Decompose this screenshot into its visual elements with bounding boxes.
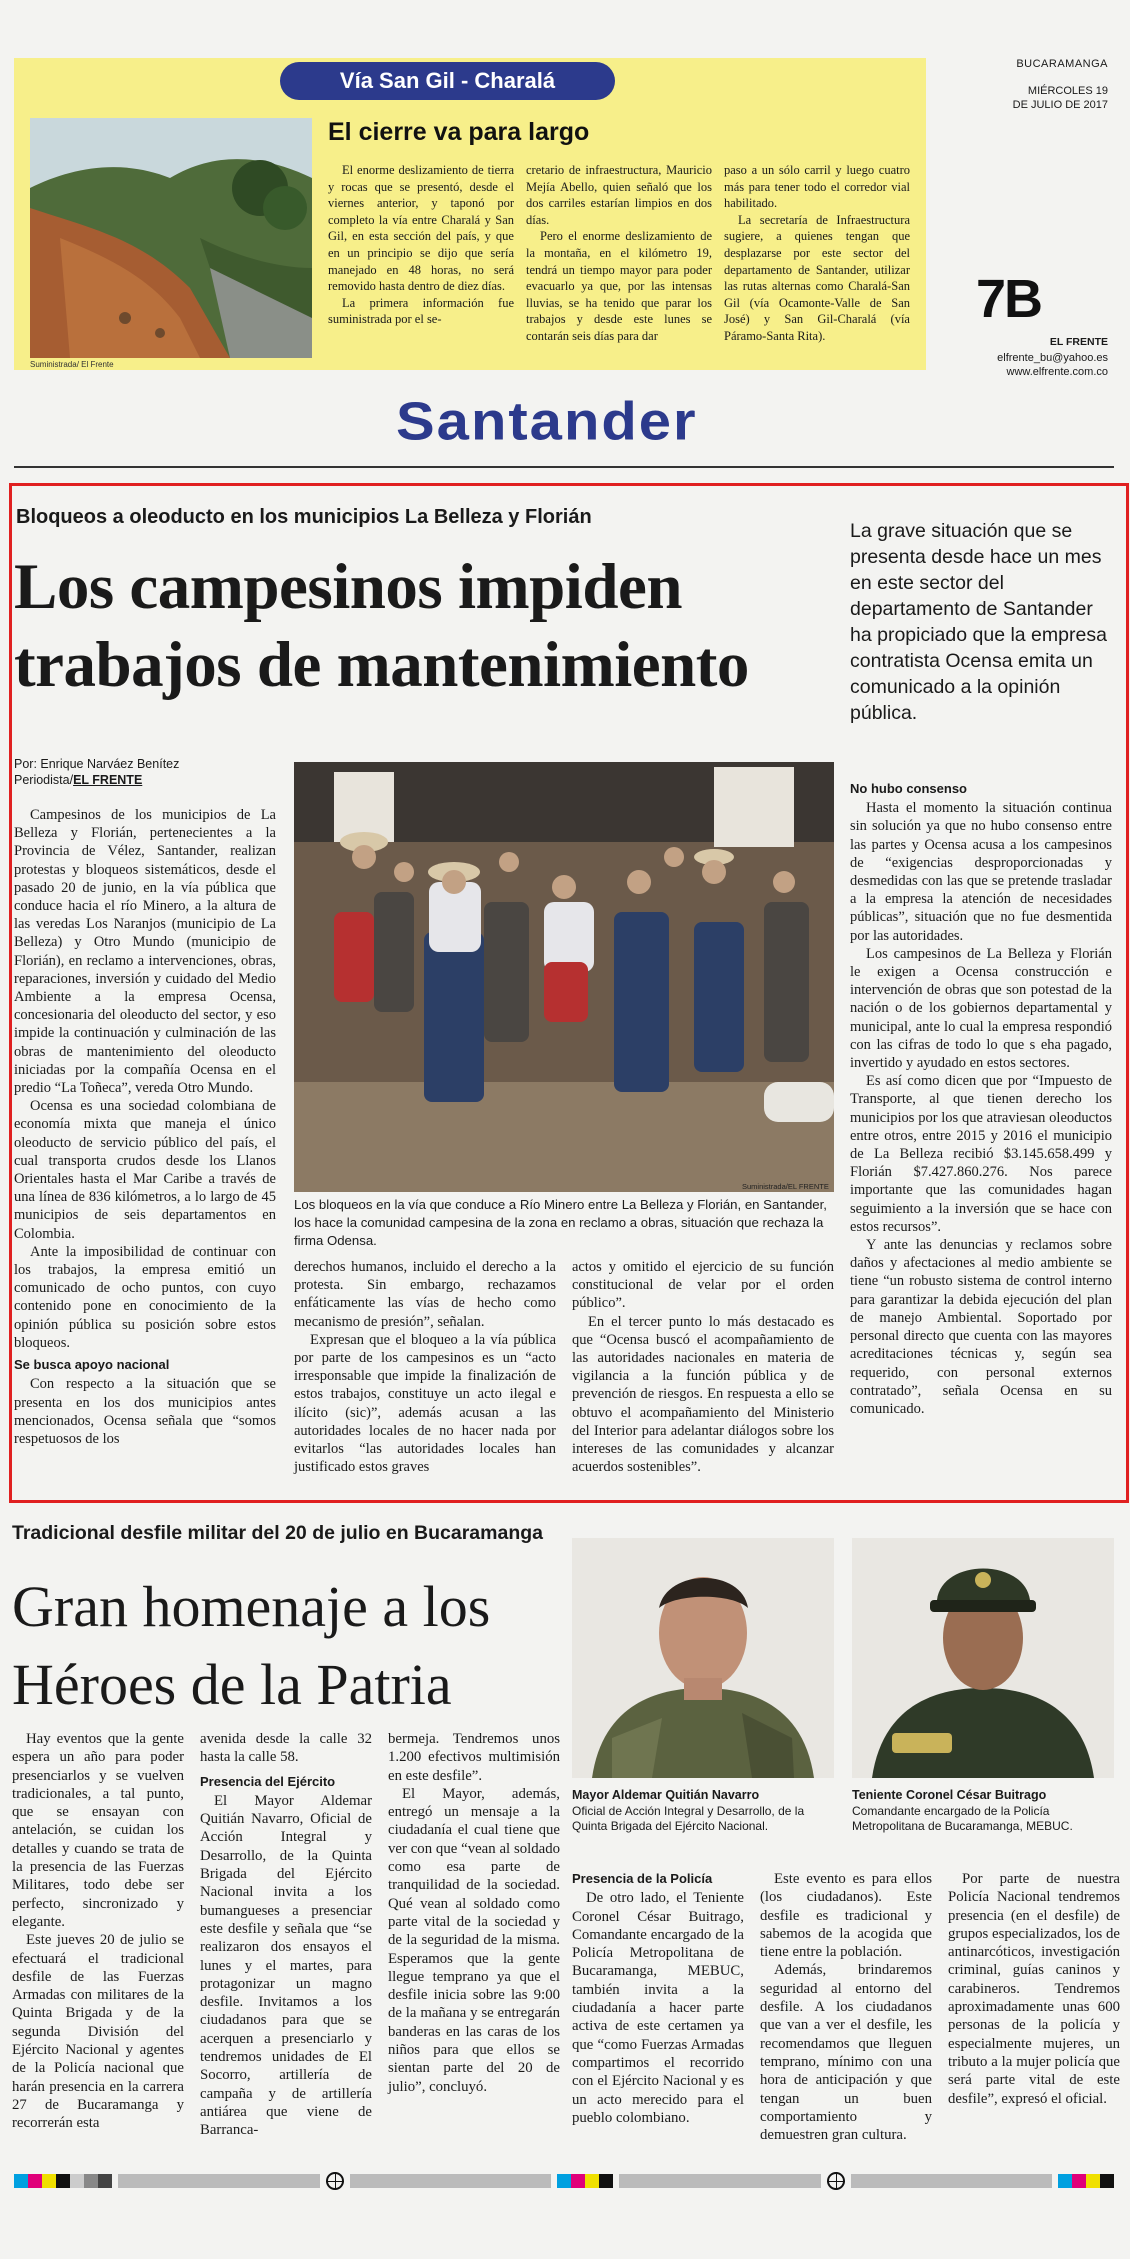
section-title: Santander — [396, 391, 698, 452]
registration-mark-icon — [326, 2172, 344, 2190]
subheading: Se busca apoyo nacional — [14, 1357, 170, 1373]
paragraph: La secretaría de Infraestructura sugiere, a quienes tengan que desplazarse por este sector del departamento de Santander, utilizar las rutas alternas como Charalá-San Gil (vía Ocamonte-Valle de San José) y San Gil-Charalá (vía Páramo-Santa Rita). — [724, 212, 910, 343]
byline-role — [14, 772, 179, 788]
paragraph: Hay eventos que la gente espera un año para poder presenciarlos y se vuelven tradicionales, a tal punto, que se ensayan con antelación, se cuidan los detalles y cuando se trata de la presencia de las Fuerzas Militares, todo debe ser perfecto, sincronizado y elegante. — [12, 1731, 184, 1930]
byline-author: Por: Enrique Narváez Benítez — [14, 757, 180, 771]
paragraph: derechos humanos, incluido el derecho a la protesta. Sin embargo, rechazamos enfáticamente las vías de hecho como mecanismo de presión”, señalan. — [294, 1259, 556, 1330]
paragraph: El Mayor Aldemar Quitián Navarro, Oficial de Acción Integral y Desarrollo, de la Quinta Brigada del Ejército Nacional invita a los bumangueses a presenciar este desfile y señala que “se realizaron dos ensayos el lunes y el martes, para protagonizar un magno desfile. Invitamos a los ciudadanos para que se acerquen a presenciarlo y tendremos unidades de El Socorro, artillería de campaña y de artillería antiárea que viene de Barranca- — [200, 1792, 372, 2139]
paper-name: EL FRENTE — [1049, 336, 1108, 348]
date-label — [968, 84, 1108, 112]
paragraph: Ante la imposibilidad de continuar con los trabajos, la empresa emitió un comunicado de ocho puntos, con cuyo contenido pone en conocimiento de la opinión pública su posición sobre estos bloqueos. — [14, 1243, 276, 1351]
paragraph: Además, brindaremos seguridad al entorno del desfile. A los ciudadanos que van a ver el desfile, les recomendamos que lleguen temprano, mínimo con una hora de anticipación y que tengan un buen comportamiento y demuestren gran cultura. — [760, 1962, 932, 2144]
portrait-caption-role: Oficial de Acción Integral y Desarrollo, de la Quinta Brigada del Ejército Nacional. — [572, 1804, 805, 1833]
paragraph: El Mayor, además, entregó un mensaje a la ciudadanía el cual tiene que ver con que “vean al soldado como esa parte de tranquilidad de la sociedad. Qué vean al soldado como parte vital de la sociedad y de la seguridad de la misma. Esperamos que la gente llegue temprano ya que el desfile inicia sobre las 9:00 de la mañana y se entregarán banderas en las caras de los niños para que ellos se sientan parte del 20 de julio”, concluyó. — [388, 1785, 560, 2095]
paragraph: Hasta el momento la situación continua sin solución ya que no hubo consenso entre las partes y Ocensa acusa a los campesinos de “exigencias desproporcionadas y desmedidas con las que se pretende trasladar a la empresa la atención de necesidades públicas”, situación que no fue desmentida por las autoridades. — [850, 800, 1112, 944]
top-headline: El cierre va para largo — [328, 118, 590, 146]
second-story-column-5 — [760, 1870, 932, 2144]
second-story-kicker: Tradicional desfile militar del 20 de julio en Bucaramanga — [12, 1522, 544, 1544]
paragraph: Los campesinos de La Belleza y Florián le exigen a Ocensa construcción e intervención de obras que son potestad de la nación o de los gobiernos departamental y municipal, ante lo cual la empresa respondió con las cifras de todo lo que s eha pagado, invertido y ayudado en estos sectores. — [850, 945, 1112, 1072]
top-story-column-1 — [328, 162, 514, 328]
top-story-column-2 — [526, 162, 712, 345]
date-line-2: DE JULIO DE 2017 — [1012, 99, 1108, 111]
paragraph: Este evento es para ellos (los ciudadanos). Este desfile es tradicional y sabemos de la acogida que tiene entre la población. — [760, 1871, 932, 1961]
paragraph: La primera información fue suministrada por el se- — [328, 295, 514, 327]
photo-caption: Los bloqueos en la vía que conduce a Río Minero entre La Belleza y Florián, en Santander, los hace la comunidad campesina de la zona en reclamo a obras, situación que rechaza la firma Odensa. — [294, 1197, 827, 1248]
route-banner: Vía San Gil - Charalá — [280, 62, 615, 100]
print-color-bar — [14, 2172, 1114, 2190]
paragraph: actos y omitido el ejercicio de su función constitucional de velar por el orden público”. — [572, 1259, 834, 1312]
paragraph: Este jueves 20 de julio se efectuará el tradicional desfile de las Fuerzas Armadas con militares de la Quinta Brigada y de la segunda División del Ejército Nacional y agentes de la Policía nacional que harán presencia en la carrera 27 de Bucaramanga y recorrerán esta — [12, 1932, 184, 2132]
paragraph: Ocensa es una sociedad colombiana de economía mixta que maneja el único oleoducto de servicio público del país, el cual transporta crudos desde los Llanos Orientales hasta el Mar Caribe a través de una línea de 836 kilómetros, a lo largo de 45 municipios de seis departamentos en Colombia. — [14, 1098, 276, 1242]
paragraph: El enorme deslizamiento de tierra y rocas que se presentó, desde el viernes anterior, y taponó por completo la vía entre Charalá y San Gil, en esta sección del país, y que en un principio se dijo que sería manejado en 48 horas, no será removido hasta dentro de diez días. — [328, 163, 514, 294]
contact-email[interactable]: elfrente_bu@yahoo.es — [997, 352, 1108, 364]
main-story-headline — [14, 548, 844, 704]
main-story-column-4 — [850, 776, 1112, 1418]
police-officer-portrait — [852, 1538, 1114, 1778]
byline — [14, 756, 179, 788]
portrait-caption-role: Comandante encargado de la Policía Metropolitana de Bucaramanga, MEBUC. — [852, 1804, 1073, 1833]
photo-credit: Suministrada/EL FRENTE — [742, 1182, 829, 1191]
registration-mark-icon — [827, 2172, 845, 2190]
paragraph: Es así como dicen que por “Impuesto de Transporte, al que tienen derecho los municipios por los que atraviesan oleoductos entre otros, entre 2015 y 2016 el municipio de La Belleza recibió $3.145.658.499 y Florián $7.427.860.276. Nos parece importante que las comunidades hagan seguimiento a la inversión que se hace con estos recursos”. — [850, 1073, 1112, 1235]
subheading: Presencia de la Policía — [572, 1871, 713, 1886]
main-story-kicker: Bloqueos a oleoducto en los municipios La Belleza y Florián — [16, 506, 592, 528]
paragraph: En el tercer punto lo más destacado es que “Ocensa buscó el acompañamiento de las autoridades nacionales en materia de vigilancia a la función pública y de prevención de riesgos. En respuesta a ello se obtuvo el acompañamiento del Ministerio del Interior para adelantar diálogos sobre los intereses de las comunidades y alcanzar acuerdos sostenibles”. — [572, 1313, 834, 1476]
photo-credit: Suministrada/ El Frente — [30, 360, 114, 369]
portrait-caption-name: Teniente Coronel César Buitrago — [852, 1788, 1047, 1802]
second-story-column-1 — [12, 1730, 184, 2133]
byline-role-text: Periodista/ — [14, 773, 74, 787]
second-story-column-4 — [572, 1870, 744, 2127]
headline-line-1: Gran homenaje a los — [12, 1574, 491, 1639]
subheading: Presencia del Ejército — [200, 1773, 336, 1789]
section-divider — [14, 466, 1114, 468]
second-story-headline — [12, 1568, 572, 1724]
main-story-column-2 — [294, 1258, 556, 1476]
second-story-column-2 — [200, 1730, 372, 2140]
headline-line-1: Los campesinos impiden — [14, 551, 683, 623]
paragraph: Y ante las denuncias y reclamos sobre daños y afectaciones al medio ambiente se tiene “un robusto sistema de control interno para garantizar la debida ejecución del plan de manejo Ambiental. Soportado por personal directo que cuenta con las mayores acreditaciones técnicas y, según sea requerido, con personal externos contratado”, señala Ocensa en su comunicado. — [850, 1237, 1112, 1417]
byline-paper: EL FRENTE — [73, 773, 143, 787]
army-officer-portrait — [572, 1538, 834, 1778]
portrait-caption-name: Mayor Aldemar Quitián Navarro — [572, 1788, 760, 1802]
landslide-photo — [30, 118, 312, 358]
second-story-column-3 — [388, 1730, 560, 2096]
main-story-lead: La grave situación que se presenta desde hace un mes en este sector del departamento de Santander ha propiciado que la empresa contratista Ocensa emita un comunicado a la opinión pública. — [850, 520, 1107, 724]
headline-line-2: trabajos de mantenimiento — [14, 629, 749, 701]
second-story-column-6 — [948, 1870, 1120, 2108]
date-line-1: MIÉRCOLES 19 — [1027, 85, 1108, 97]
paragraph: Por parte de nuestra Policía Nacional tendremos presencia (en el desfile) de grupos especializados, los de antinarcóticos, investigación criminal, guías caninos y carabineros. Tendremos aproximadamente unas 600 personas de la policía y especialmente mujeres, un tributo a la mujer policía que será parte vital de este desfile”, expresó el oficial. — [948, 1871, 1120, 2107]
paragraph: bermeja. Tendremos unos 1.200 efectivos multimisión en este desfile”. — [388, 1731, 560, 1784]
paragraph: cretario de infraestructura, Mauricio Mejía Abello, quien señaló que los dos carriles estarían limpios en dos días. — [526, 163, 712, 227]
headline-line-2: Héroes de la Patria — [12, 1652, 452, 1717]
main-story-column-1 — [14, 806, 276, 1448]
subheading: No hubo consenso — [850, 781, 967, 796]
paragraph: Con respecto a la situación que se presenta en los dos municipios antes mencionados, Ocensa señala que “somos respetuosos de los — [14, 1376, 276, 1447]
main-story-column-3 — [572, 1258, 834, 1476]
page-number: 7B — [976, 269, 1042, 329]
protest-photo — [294, 762, 834, 1192]
website-link[interactable]: www.elfrente.com.co — [1006, 366, 1108, 378]
city-label: BUCARAMANGA — [1016, 58, 1108, 70]
paragraph: De otro lado, el Teniente Coronel César Buitrago, Comandante encargado de la Policía Metropolitana de Bucaramanga, MEBUC, también invita a la ciudadanía a hacer parte activa de este certamen ya que “como Fuerzas Armadas compartimos el recorrido con el Ejército Nacional y es un acto merecido para el pueblo colombiano. — [572, 1890, 744, 2126]
top-story-column-3 — [724, 162, 910, 345]
paragraph: Expresan que el bloqueo a la vía pública por parte de los campesinos es un “acto irresponsable que impide la finalización de estos trabajos, constituye un acto ilegal e ilícito (sic)”, además acusan a las autoridades locales de no hacer nada por evitarlos “las autoridades locales han justificado estos graves — [294, 1331, 556, 1476]
paragraph: Pero el enorme deslizamiento de la montaña, en el kilómetro 19, tendrá un tiempo mayor para poder evacuarlo ya que, por las intensas lluvias, se ha tenido que parar los trabajos y desde este lunes se contarán seis días para dar — [526, 229, 712, 343]
paragraph: Campesinos de los municipios de La Belleza y Florián, pertenecientes a la Provincia de Vélez, Santander, realizan protestas y bloqueos sistemáticos, desde el pasado 20 de junio, en la vía pública que conduce hacia el río Minero, a la altura de las veredas Los Naranjos (municipio de La Belleza) y Otro Mundo (municipio de Florián), en reclamo a intervenciones, obras, reparaciones, inversión y cuidado del Medio Ambiente a la empresa Ocensa, concesionaria del oleoducto del sector, y eso impide la continuación y culminación de las obras de mantenimiento del oleoducto iniciadas por la compañía Ocensa en el predio “La Toñeca”, vereda Otro Mundo. — [14, 807, 276, 1097]
paragraph: paso a un sólo carril y luego cuatro más para tener todo el corredor vial habilitado. — [724, 163, 910, 211]
paragraph: avenida desde la calle 32 hasta la calle 58. — [200, 1731, 372, 1766]
